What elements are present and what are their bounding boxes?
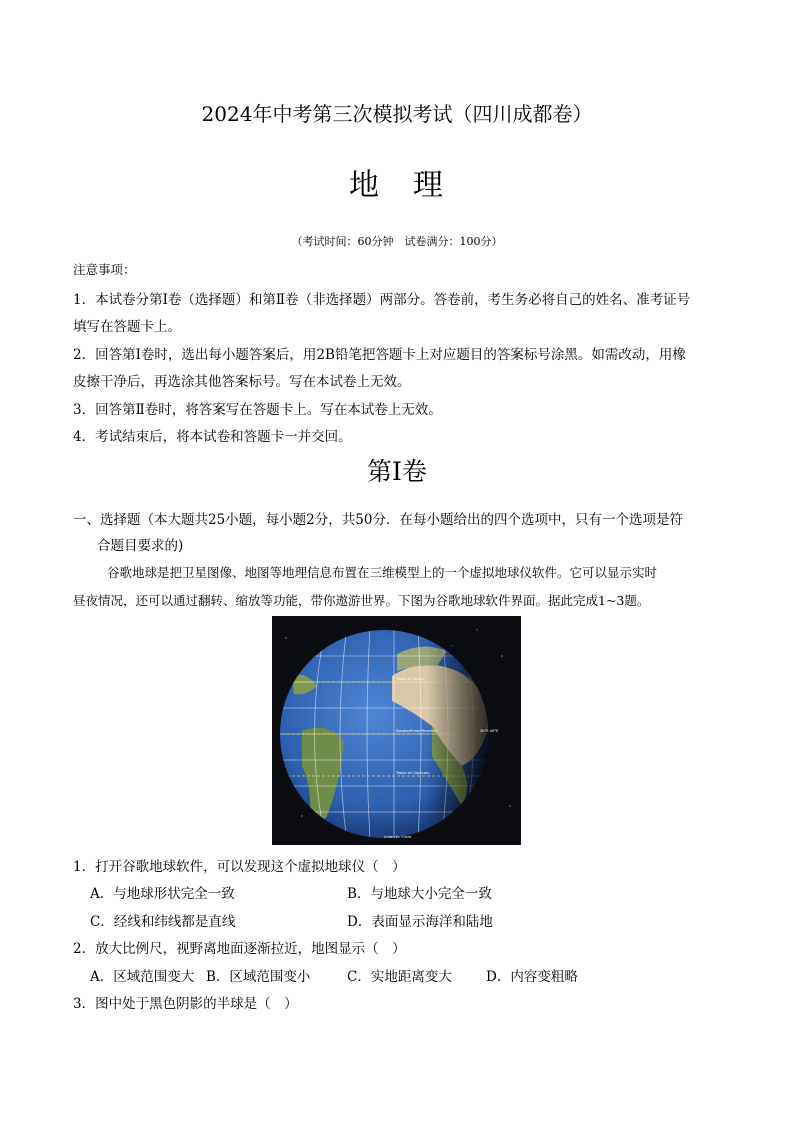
exam-info: （考试时间：60分钟 试卷满分：100分） [291, 235, 503, 248]
antarctic-label: Antarctic Circle [384, 835, 412, 839]
prime-meridian-label: Prime Meridian [410, 729, 437, 733]
question-2-stem: 2．放大比例尺，视野离地面逐渐拉近，地图显示（ ） [73, 941, 406, 957]
notice-item: 4．考试结束后，将本试卷和答题卡一并交回。 [73, 429, 352, 445]
question-2-option-a[interactable]: A．区域范围变大 [90, 969, 195, 985]
tropic-capricorn-label: Tropic of Capricorn [396, 771, 430, 775]
section-title: 第Ⅰ卷 [367, 457, 427, 486]
part-intro-cont: 合题目要求的) [97, 538, 184, 554]
notice-item: 1．本试卷分第Ⅰ卷（选择题）和第Ⅱ卷（非选择题）两部分。答卷前，考生务必将自己的姓名、准考证号 [73, 292, 691, 308]
question-1-option-d[interactable]: D．表面显示海洋和陆地 [347, 914, 493, 930]
google-earth-image [272, 616, 521, 845]
question-1-option-c[interactable]: C．经线和纬线都是直线 [90, 914, 236, 930]
tropic-cancer-label: Tropic of Cancer [396, 677, 425, 681]
part-intro: 一、选择题（本大题共25小题，每小题2分，共50分．在每小题给出的四个选项中，只有一个选项是符 [73, 512, 683, 528]
exam-title: 2024年中考第三次模拟考试（四川成都卷） [201, 102, 593, 126]
subject-title: 地 理 [349, 168, 445, 203]
notice-item: 2．回答第Ⅰ卷时，选出每小题答案后，用2B铅笔把答题卡上对应题目的答案标号涂黑。如需改动，用橡 [73, 347, 686, 363]
question-2-option-b[interactable]: B．区域范围变小 [206, 969, 311, 985]
question-2-option-c[interactable]: C．实地距离变大 [347, 969, 452, 985]
notice-item: 皮擦干净后，再选涂其他答案标号。写在本试卷上无效。 [73, 374, 411, 390]
longitude-label: 30°E 40°E [480, 729, 499, 733]
passage-line: 昼夜情况，还可以通过翻转、缩放等功能，带你遨游世界。下图为谷歌地球软件界面。据此完成1~3题。 [73, 593, 650, 608]
notice-item: 填写在答题卡上。 [73, 319, 181, 335]
notice-item: 3．回答第Ⅱ卷时，将答案写在答题卡上。写在本试卷上无效。 [73, 402, 442, 418]
question-1-option-b[interactable]: B．与地球大小完全一致 [347, 886, 492, 902]
passage-line: 谷歌地球是把卫星图像、地图等地理信息布置在三维模型上的一个虚拟地球仪软件。它可以显示实时 [107, 565, 658, 580]
question-1-stem: 1．打开谷歌地球软件，可以发现这个虚拟地球仪（ ） [73, 859, 406, 875]
question-2-option-d[interactable]: D．内容变粗略 [486, 969, 578, 985]
equator-label: Equator [396, 729, 411, 733]
globe-illustration [272, 616, 521, 845]
notice-heading: 注意事项： [73, 262, 136, 277]
question-3-stem: 3．图中处于黑色阴影的半球是（ ） [73, 996, 298, 1012]
question-1-option-a[interactable]: A．与地球形状完全一致 [90, 886, 235, 902]
